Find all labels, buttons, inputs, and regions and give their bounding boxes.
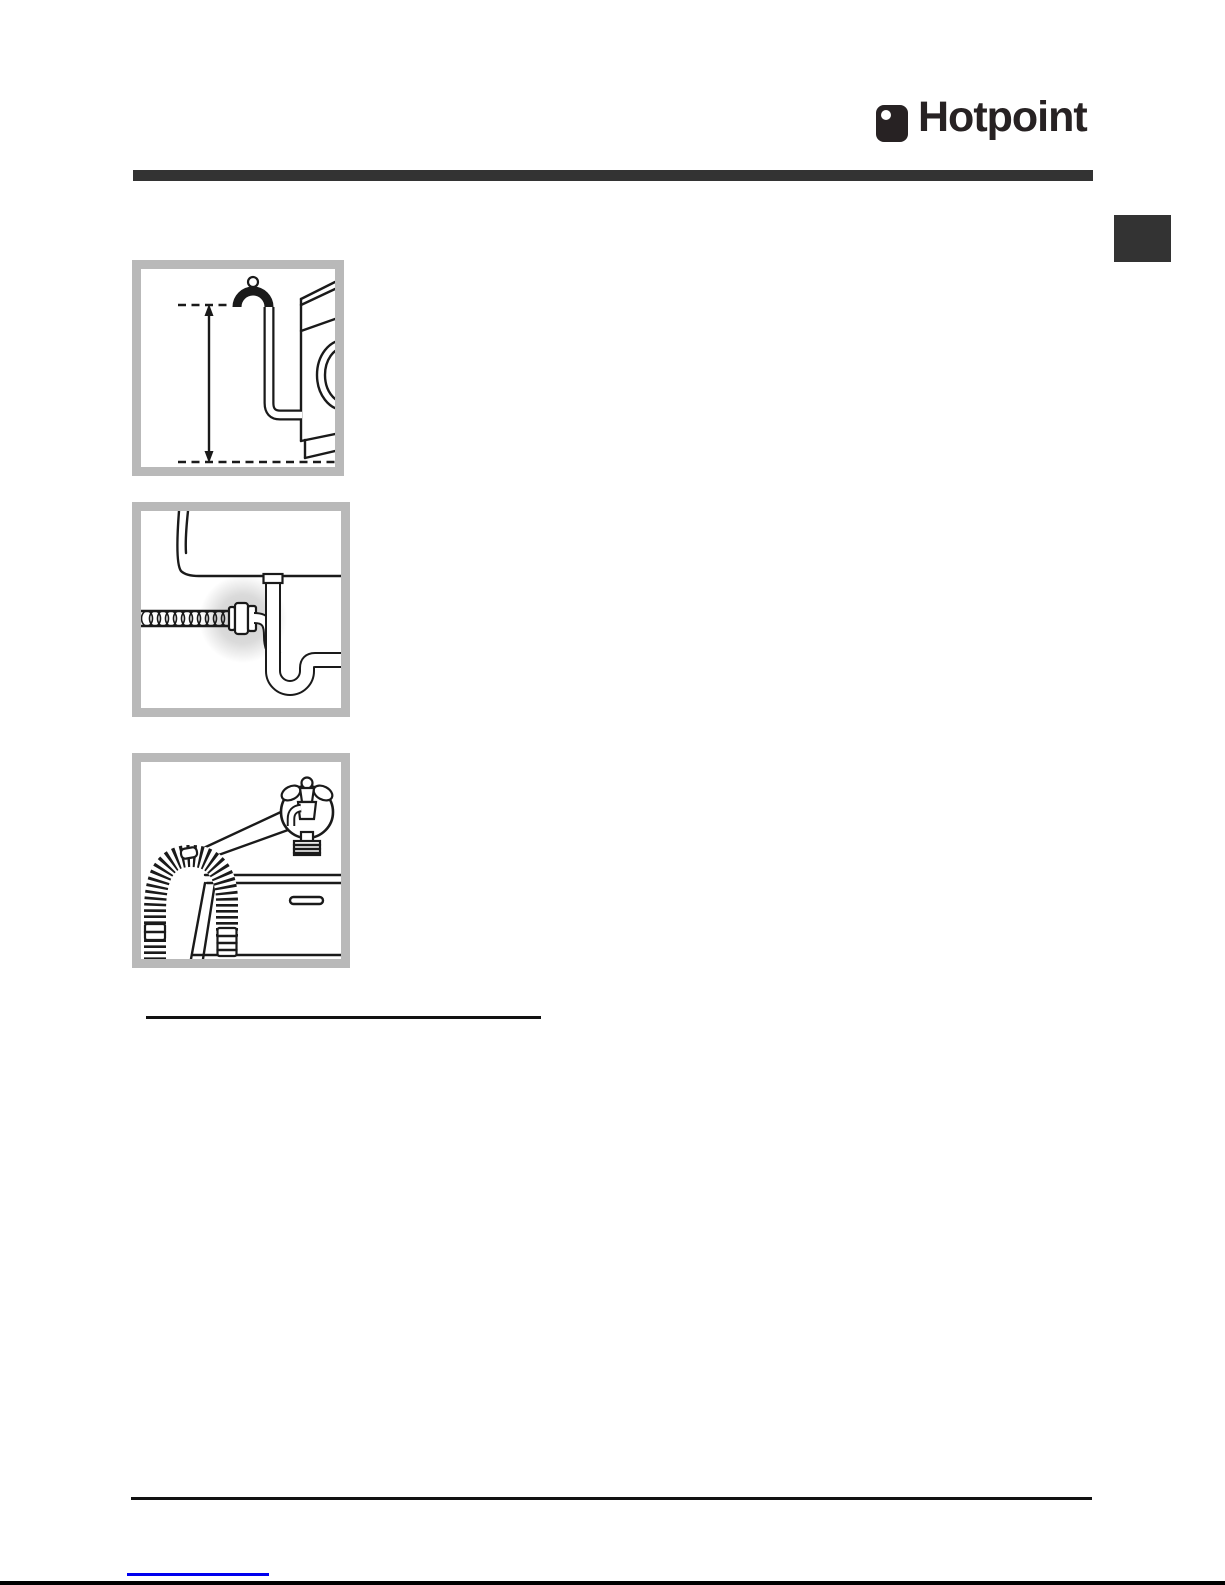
tap-detail-circle [279,778,335,856]
page-section-tab [1114,215,1171,262]
figure-sink-trap-connection [132,502,350,717]
drain-hose-height-drawing [141,269,335,467]
hotpoint-logo-icon [876,105,908,142]
sink-trap-connection-drawing [141,511,341,708]
p-trap-drawing [264,574,342,688]
basin-drawing [191,875,341,959]
logo-dot-icon [881,110,891,120]
page-bottom-edge-line [0,1581,1225,1585]
section-heading-underline [146,1016,541,1019]
sink-drawing [177,511,341,576]
footer-divider-rule [131,1497,1092,1500]
hose-over-basin-drawing [141,762,341,959]
corrugated-hose-drawing [145,847,237,959]
washing-machine-drawing [301,282,335,458]
brand-wordmark: Hotpoint [918,93,1087,141]
footer-link[interactable] [127,1573,269,1576]
header-divider-bar [133,170,1093,181]
figure-hose-over-basin [132,753,350,968]
hose-nut-icon [229,603,256,634]
height-measure-arrow [205,304,214,463]
figure-drain-hose-height [132,260,344,476]
drain-hose-drawing [237,277,302,415]
